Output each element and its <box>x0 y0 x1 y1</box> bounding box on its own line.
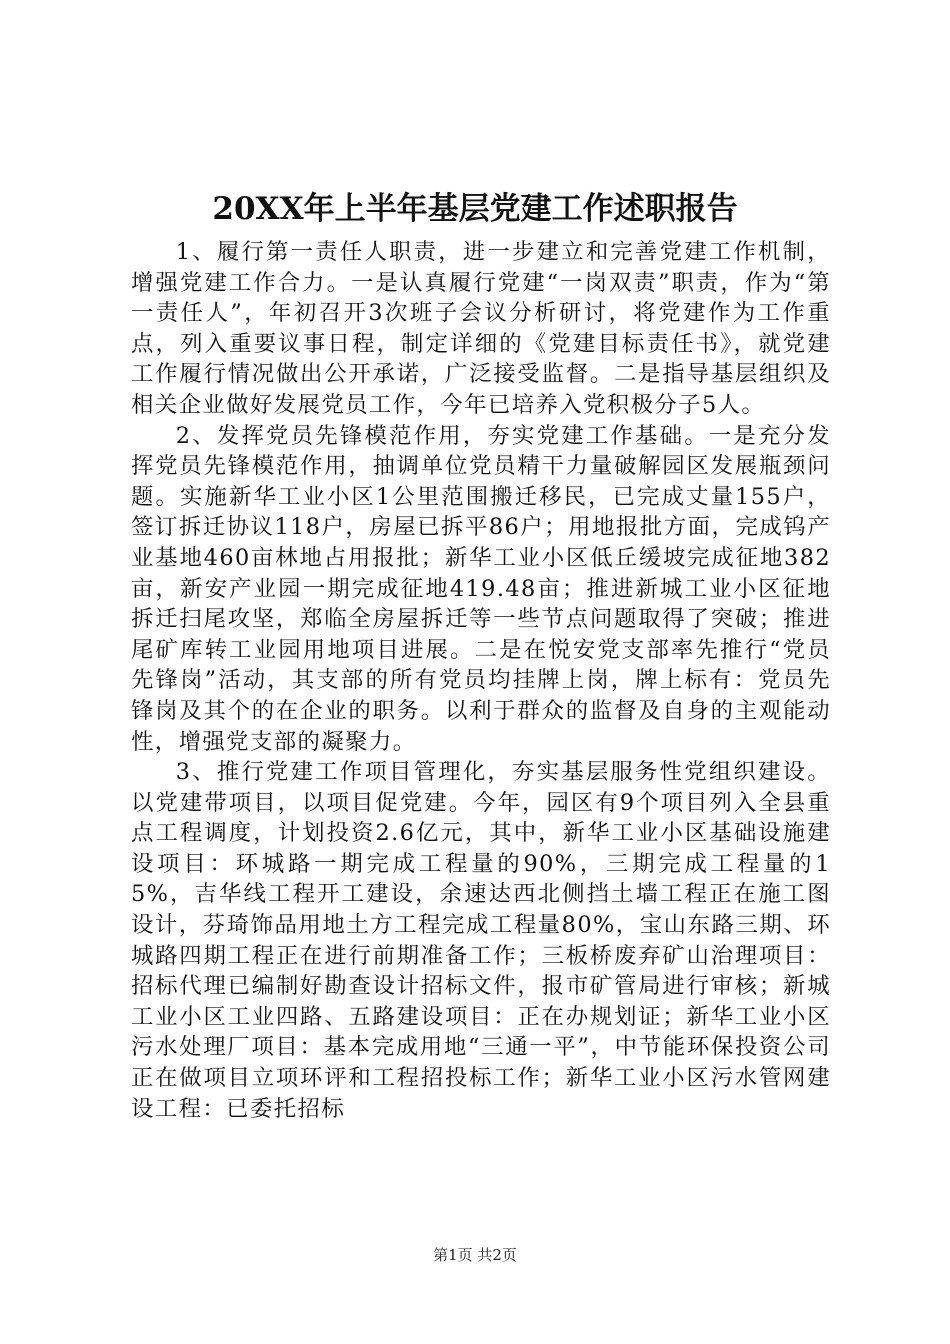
document-body <box>131 237 831 1124</box>
paragraph-3: 3、推行党建工作项目管理化，夯实基层服务性党组织建设。以党建带项目，以项目促党建。今年，园区有9个项目列入全县重点工程调度，计划投资2.6亿元，其中，新华工业小区基础设施建设项目：环城路一期完成工程量的90%，三期完成工程量的15%，吉华线工程开工建设，余速达西北侧挡土墙工程正在施工图设计，芬琦饰品用地土方工程完成工程量80%，宝山东路三期、环城路四期工程正在进行前期准备工作；三板桥废弃矿山治理项目：招标代理已编制好勘查设计招标文件，报市矿管局进行审核；新城工业小区工业四路、五路建设项目：正在办规划证；新华工业小区污水处理厂项目：基本完成用地“三通一平”，中节能环保投资公司正在做项目立项环评和工程招投标工作；新华工业小区污水管网建设工程：已委托招标 <box>131 759 831 1122</box>
page-footer: 第1页 共2页 <box>433 1246 517 1264</box>
paragraph-2: 2、发挥党员先锋模范作用，夯实党建工作基础。一是充分发挥党员先锋模范作用，抽调单位党员精干力量破解园区发展瓶颈问题。实施新华工业小区1公里范围搬迁移民，已完成丈量155户，签订拆迁协议118户，房屋已拆平86户；用地报批方面，完成钨产业基地460亩林地占用报批；新华工业小区低丘缓坡完成征地382亩，新安产业园一期完成征地419.48亩；推进新城工业小区征地拆迁扫尾攻坚，郑临全房屋拆迁等一些节点问题取得了突破；推进尾矿库转工业园用地项目进展。二是在悦安党支部率先推行“党员先锋岗”活动，其支部的所有党员均挂牌上岗，牌上标有：党员先锋岗及其个的在企业的职务。以利于群众的监督及自身的主观能动性，增强党支部的凝聚力。 <box>131 422 831 755</box>
document-title: 20XX年上半年基层党建工作述职报告 <box>212 191 738 227</box>
paragraph-1: 1、履行第一责任人职责，进一步建立和完善党建工作机制，增强党建工作合力。一是认真履行党建“一岗双责”职责，作为“第一责任人”，年初召开3次班子会议分析研讨，将党建作为工作重点，列入重要议事日程，制定详细的《党建目标责任书》，就党建工作履行情况做出公开承诺，广泛接受监督。二是指导基层组织及相关企业做好发展党员工作，今年已培养入党积极分子5人。 <box>131 239 831 418</box>
